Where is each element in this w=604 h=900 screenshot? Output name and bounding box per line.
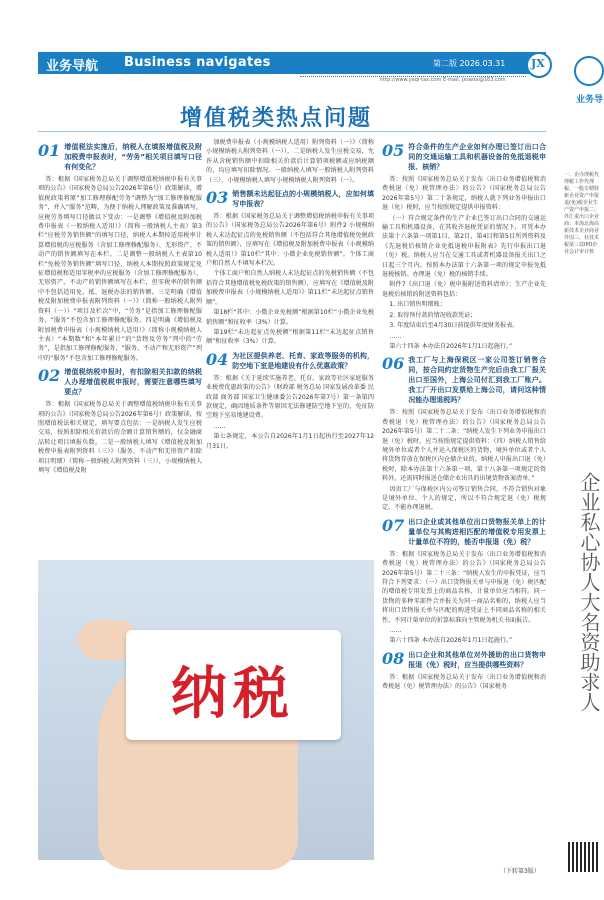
- answer-text: 答：根据《国家税务总局关于调整增值税纳税申报有关事项的公告》（国家税务总局公告2026年第6号）政策解读，增值税政策将原“加工修理修配劳务”调整为“加工修理修配服务”，并入“服务”范畴，为便于纳税人理解政策及准确填写，应税劳务填写口径做以下变动：一是调整《增值税及附加税费申报表（一般纳税人适用）》（简称一般纳税人主表）第3栏“应税劳务销售额”的填写口径，纳税人本期按适用税率计算增值税的应税服务（含加工修理修配服务）、无形资产、不动产的销售额填写在本栏。二是调整一般纳税人主表第10栏“免税劳务销售额”填写口径，纳税人本期按照政策规定免征增值税和适用零税率的应税服务（含加工修理修配服务）、无形资产、不动产的销售额填写在本栏，但零税率的销售额中不包括适用免、抵、退税办法的销售额。三是明确《增值税及附加税费申报表附列资料（一）》（简称一般纳税人附列资料（一））“项目及栏次”中，“劳务”是指加工修理修配服务，“服务”不包含加工修理修配服务。四是明确《增值税及附加税费申报表（小规模纳税人适用）》（简称小规模纳税人主表）“本期数”和“本年累计”的“货物及劳务”列中的“劳务”，是指加工修理修配服务，“服务、不动产和无形资产”列中的“服务”不包含加工修理修配服务。: [38, 176, 202, 362]
- newspaper-logo-icon: JX: [526, 52, 552, 78]
- answer-text: 个体工商户和自然人纳税人未达起征点的免税销售额（不包括符合其他增值税免税政策的销售额），应填写在《增值税及附加税费申报表（小规模纳税人适用）》第11栏“未达起征点销售额”。: [206, 270, 374, 306]
- section-title: 业务导航: [46, 59, 99, 74]
- question-number: 04: [206, 349, 229, 369]
- answer-text: 1. 出口销售明细账；: [389, 301, 446, 309]
- answer-text: 答：根据《国家税务总局关于发布〈出口业务增值税和消费税退（免）税管理办法〉的公告》（国家税务: [382, 673, 546, 691]
- answer-text: 3. 年度结束后至4月30日前提供年度财务报表。: [389, 322, 519, 330]
- column-1: [38, 138, 202, 476]
- tax-card: [126, 630, 341, 740]
- tax-hand-photo: [38, 560, 374, 860]
- answer-text: 加税费申报表（小规模纳税人适用）附列资料（一）》（简称小规模纳税人附列资料（一）），二是纳税人发生应税交易，允许从含税销售额中扣除相关价款后计算销项税额或应纳税额的，均应填写扣除情况。一般纳税人填写一般纳税人附列资料（三），小规模纳税人填写小规模纳税人附列资料（一）。: [206, 139, 374, 184]
- answer-text: 答：按照《国家税务总局关于发布〈出口业务增值税和消费税退（免）税管理办法〉的公告》（国家税务总局公告2026年第5号）第二十二条：“纳税人发生下列业务申报出口退（免）税时，应当按照规定提供资料：（四）纳税人销售给境外单位或者个人并运入保税区的货物，境外单位或者个人将货物存放在保税区内仓储企业的，纳税人申报出口退（免）税时，除本办法第十六条第一项、第十八条第一项规定的资料外，还需同时报送仓储企业出具的出境货物备案清单。”: [382, 409, 546, 483]
- adjacent-section-label: 业务导: [576, 95, 604, 105]
- question-number: 03: [206, 188, 229, 208]
- adjacent-large-text: 企业私心协人大名资助求人: [577, 472, 601, 712]
- question-text: 出口企业或其他单位出口货物报关单上的计量单位与其购进相匹配的增值税专用发票上计量单位不符的，能否申报退（免）税？: [408, 517, 546, 546]
- answer-text: 第六十四条 本办法自2026年1月1日起施行。”: [389, 637, 513, 645]
- question-text: 我工厂与上海保税区一家公司签订销售合同，按合同约定货物生产完后由我工厂报关出口至国外，上海公司付汇到我工厂账户。我工厂开出口发票给上海公司，请问这种情况能办理退税吗？: [408, 356, 546, 405]
- page-title: 增值税类热点问题: [180, 106, 373, 131]
- answer-text: 答：按照《国家税务总局关于发布〈出口业务增值税和消费税退（免）税管理办法〉的公告》（国家税务总局公告2026年第5号）第二十条规定，纳税人就下列业务申报出口退（免）税时，应当按照规定提供申报资料：: [382, 176, 546, 212]
- section-title-en: Business navigates: [124, 55, 271, 70]
- answer-text: 第七条规定，本公告自2026年1月1日起执行至2027年12月31日。: [206, 433, 374, 450]
- ellipsis-text: ……: [213, 422, 226, 430]
- ellipsis-text: ……: [389, 627, 402, 635]
- question-number: 08: [382, 648, 405, 668]
- column-2: [206, 138, 374, 452]
- question-2: [38, 367, 202, 397]
- question-text: 销售额未达起征点的小规模纳税人，应如何填写申报表？: [232, 190, 374, 209]
- question-7: [382, 517, 546, 547]
- column-3: [382, 138, 546, 693]
- answer-text: 答：根据《关于延续实施养老、托育、家政等社区家庭服务业税费优惠政策的公告》（财政部 税务总局 国家发展改革委 民政部 商务部 国家卫生健康委公告2026年第7号）第一条第四款规定，确因地质条件等原因无法修建防空地下室的，免征防空地下室易地建设费。: [206, 374, 374, 420]
- answer-text: 答：根据《国家税务总局关于调整增值税纳税申报有关事项的公告》（国家税务总局公告2026年第6号）附件2 小规模纳税人未达起征点的免税销售额（不包括符合其他增值税免税政策的销售额），应填写在《增值税及附加税费申报表（小规模纳税人适用）》第10栏“其中：小微企业免税销售额”。个体工商户和自然人不填写本栏次。: [206, 213, 374, 268]
- answer-text: 第18栏“其中：小微企业免税额”根据第10栏“小微企业免税销售额”和征收率（3%）计算。: [206, 309, 374, 326]
- adjacent-page-strip: [562, 52, 604, 900]
- question-number: 02: [38, 366, 61, 386]
- answer-text: 2. 取得预付款的情况收款凭证；: [389, 311, 477, 319]
- question-3: [206, 189, 374, 209]
- question-5: [382, 142, 546, 172]
- question-text: 增值税纳税申报时，有扣除相关扣款的纳税人办理增值税税申报时，需要注意哪些填写要点？: [64, 368, 202, 397]
- answer-text: 因贵工厂与保税区内公司签订销售合同，不符合销售对象是境外单位、个人的规定，所以不符合规定退（免）税规定，不能办理退税。: [382, 485, 546, 512]
- answer-text: 第19栏“未达起征点免税额”根据第11栏“未达起征点销售额”和征收率（3%）计算。: [206, 328, 374, 346]
- answer-text: 附件7《出口退（免）税申报附送资料清单》：生产企业先退税后核销的附送资料包括：: [382, 281, 546, 298]
- question-number: 05: [382, 141, 405, 160]
- question-6: [382, 355, 546, 405]
- answer-text: 答：根据《国家税务总局关于发布〈出口业务增值税和消费税退（免）税管理办法〉的公告》（国家税务总局公告2026年第5号）第二十三条：“纳税人发生的申报凭证，应当符合下列要求：（一）出口货物报关单与申报退（免）税匹配的增值税专用发票上的商品名称、计量单位应当相符。同一货物的多种零部件合并报关为同一商品名称的，纳税人应当将出口货物报关单与匹配的购进凭证上不同商品名称的相关性、不同计量单位的折算标准向主管税务机关书面报告。: [382, 550, 546, 624]
- section-header-bar: [38, 52, 546, 74]
- question-1: [38, 142, 202, 172]
- question-text: 为社区提供养老、托育、家政等服务的机构，防空地下室是地建设有什么优惠政策？: [232, 351, 374, 370]
- question-text: 增值税法实施后，纳税人在填报增值税及附加税费申报表时，“劳务”相关项目填写口径有何变化？: [64, 143, 202, 171]
- title-divider: [38, 131, 546, 132]
- question-text: 出口企业和其他单位对外援助的出口货物申报退（免）税时，应当提供哪些资料？: [408, 650, 546, 669]
- question-number: 07: [382, 515, 405, 535]
- answer-text: 答：根据《国家税务总局关于调整增值税纳税申报有关事项的公告》（国家税务总局公告2026年第6号）政策解读，按照增值税法相关规定，填写要点包括：一是纳税人发生应税交易，按照扣除相关价款后的余额计算销售额的，仅金融商品转让项目填报负数。二是一般纳税人填写《增值税及附加税费申报表附列资料（三）》（服务、不动产和无形资产扣除项目明细）（简称一般纳税人附列资料（三）），小规模纳税人填写《增值税及附: [38, 401, 202, 474]
- tax-card-text: 纳税: [171, 662, 295, 727]
- website-line: http://www.yaqi-tax.com E-mail: jxswxx@163.com: [380, 77, 506, 83]
- question-number: 01: [38, 141, 61, 160]
- ellipsis-text: ……: [389, 332, 402, 340]
- question-4: [206, 351, 374, 371]
- question-text: 符合条件的生产企业如何办理已签订出口合同的交通运输工具和机器设备的免抵退税申报、核销？: [408, 143, 546, 171]
- question-number: 06: [382, 354, 405, 374]
- adjacent-logo-icon: [574, 56, 604, 86]
- qr-code-icon: [568, 842, 598, 872]
- answer-text: 第六十四条 本办法自2026年1月1日起施行。”: [389, 342, 513, 350]
- adjacent-mini-text: 一、企办理税代理税工作代理税、一般专精特新企业资产申报退(免)税企业生产资产申报二、外汇重出口企业商：本海北海高新技术企业商业外国三、社技术税第三款IPO企业会计审计核: [564, 172, 600, 255]
- edition-date: 第二版 2026.03.31: [433, 59, 506, 68]
- answer-text: （一）符合规定条件的生产企业已签订出口合同的交通运输工具和机器设备，在其收齐退税凭证的情况下，可凭本办法第十六条第一项第1目、第2目、第4目和第5目所列资料及《先退税后核销企业免抵退税申报附表》先行申报出口退（免）税。纳税人应当在交通工具或者机器设备报关出口之日起三个月内，按照本办法第十六条第一项的规定申报免抵退税核销。办理退（免）税的核销手续。: [382, 214, 546, 279]
- question-8: [382, 650, 546, 670]
- continued-note: （下转第3版）: [500, 868, 540, 875]
